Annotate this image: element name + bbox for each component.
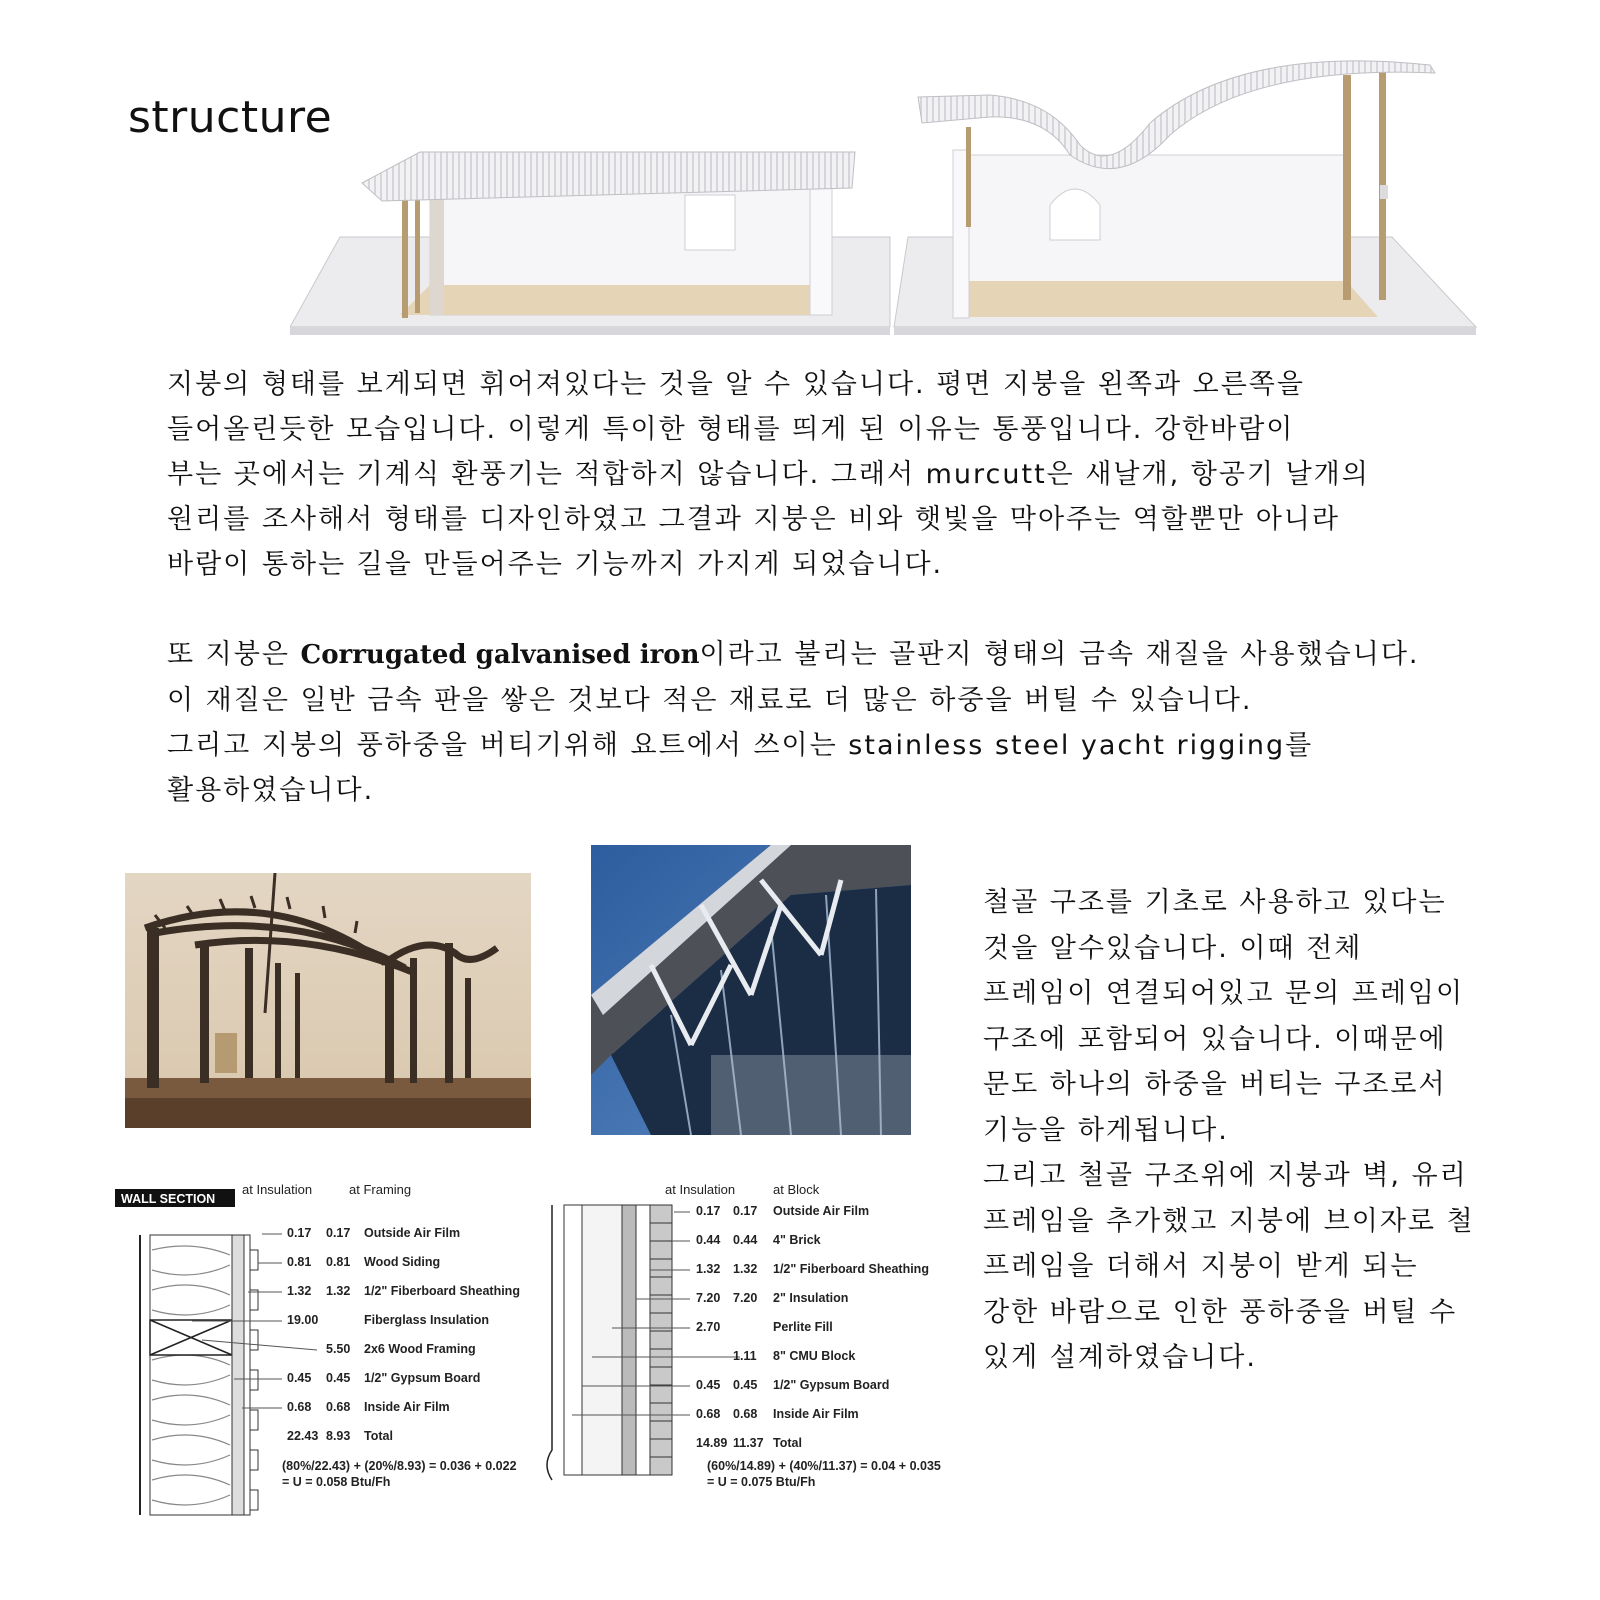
layer-label: Outside Air Film	[773, 1204, 870, 1218]
layer-label: Inside Air Film	[773, 1407, 859, 1421]
layer-label: 4" Brick	[773, 1233, 821, 1247]
r-value: 1.11	[733, 1349, 757, 1363]
r-value: 1.32	[326, 1284, 351, 1298]
r-value: 0.68	[287, 1400, 312, 1414]
paragraph-line: 바람이 통하는 길을 만들어주는 기능까지 가지게 되었습니다.	[167, 549, 944, 580]
layer-label: 1/2" Gypsum Board	[773, 1378, 890, 1392]
structure-description	[983, 880, 1475, 1381]
layer-label: Fiberglass Insulation	[364, 1313, 490, 1327]
u-value-result: = U = 0.058 Btu/Fh	[282, 1475, 391, 1489]
layer-label: Perlite Fill	[773, 1320, 833, 1334]
material-paragraph	[167, 632, 1419, 813]
r-value: 1.32	[696, 1262, 721, 1276]
u-value-formula: (80%/22.43) + (20%/8.93) = 0.036 + 0.022	[282, 1459, 517, 1473]
paragraph-line: 구조에 포함되어 있습니다. 이때문에	[983, 1023, 1447, 1055]
u-value-result: = U = 0.075 Btu/Fh	[707, 1475, 816, 1489]
paragraph-line: 이 재질은 일반 금속 판을 쌓은 것보다 적은 재료로 더 많은 하중을 버틸 수 있습니다.	[167, 685, 1253, 716]
paragraph-line: 프레임을 추가했고 지붕에 브이자로 철	[983, 1205, 1475, 1237]
architectural-model-image	[290, 55, 1530, 345]
r-value: 0.81	[326, 1255, 351, 1269]
layer-label: Total	[364, 1429, 393, 1443]
r-value: 0.68	[326, 1400, 351, 1414]
paragraph-line: 원리를 조사해서 형태를 디자인하였고 그결과 지붕은 비와 햇빛을 막아주는 역할뿐만 아니라	[167, 504, 1340, 535]
r-value: 0.45	[733, 1378, 758, 1392]
paragraph-line: 프레임을 더해서 지붕이 받게 되는	[983, 1251, 1419, 1282]
layer-label: Outside Air Film	[364, 1226, 461, 1240]
r-value: 11.37	[733, 1436, 764, 1450]
r-value: 0.17	[326, 1226, 351, 1240]
paragraph-line: 기능을 하게됩니다.	[983, 1114, 1229, 1146]
paragraph-line: 그리고 철골 구조위에 지붕과 벽, 유리	[983, 1160, 1468, 1191]
layer-label: 1/2" Gypsum Board	[364, 1371, 481, 1385]
paragraph-line: 그리고 지붕의 풍하중을 버티기위해 요트에서 쓰이는 stainless steel yacht rigging를	[167, 730, 1314, 761]
layer-label: Inside Air Film	[364, 1400, 450, 1414]
layer-label: 2x6 Wood Framing	[364, 1342, 476, 1356]
paragraph-line: 철골 구조를 기초로 사용하고 있다는	[983, 887, 1447, 918]
r-value: 0.45	[287, 1371, 312, 1385]
r-value: 5.50	[326, 1342, 351, 1356]
paragraph-line: 문도 하나의 하중을 버티는 구조로서	[983, 1069, 1447, 1100]
r-value: 1.32	[287, 1284, 312, 1298]
r-value: 0.44	[733, 1233, 758, 1247]
paragraph-line: 활용하였습니다.	[167, 775, 375, 806]
r-value: 19.00	[287, 1313, 319, 1327]
line-suffix: 이라고 불리는 골판지 형태의 금속 재질을 사용했습니다.	[699, 639, 1420, 670]
column-header: at Insulation	[242, 1182, 313, 1197]
steel-frame-construction-photo	[125, 873, 531, 1128]
r-value: 14.89	[696, 1436, 728, 1450]
paragraph-line: 있게 설계하였습니다.	[983, 1342, 1257, 1373]
r-value: 1.32	[733, 1262, 758, 1276]
layer-label: Wood Siding	[364, 1255, 441, 1269]
r-value: 7.20	[733, 1291, 758, 1305]
paragraph-line: 들어올린듯한 모습입니다. 이렇게 특이한 형태를 띄게 된 이유는 통풍입니다. 강한바람이	[167, 414, 1295, 445]
layer-label: Total	[773, 1436, 802, 1450]
paragraph-line	[167, 632, 1419, 678]
layer-label: 1/2" Fiberboard Sheathing	[364, 1284, 520, 1298]
column-header: at Insulation	[665, 1182, 736, 1197]
wall-section-badge-text: WALL SECTION	[121, 1192, 216, 1206]
paragraph-line: 프레임이 연결되어있고 문의 프레임이	[983, 978, 1465, 1009]
r-value: 0.45	[696, 1378, 721, 1392]
line-prefix: 또 지붕은	[167, 639, 301, 670]
page-title: structure	[128, 92, 333, 143]
r-value: 0.68	[733, 1407, 758, 1421]
building-facade-photo	[591, 845, 911, 1135]
r-value: 0.44	[696, 1233, 721, 1247]
r-value: 22.43	[287, 1429, 319, 1443]
r-value: 8.93	[326, 1429, 351, 1443]
paragraph-line: 부는 곳에서는 기계식 환풍기는 적합하지 않습니다. 그래서 murcutt은 새날개, 항공기 날개의	[167, 459, 1370, 490]
intro-paragraph	[167, 362, 1370, 587]
r-value: 7.20	[696, 1291, 721, 1305]
material-name: Corrugated galvanised iron	[300, 640, 700, 670]
r-value: 0.17	[287, 1226, 312, 1240]
layer-label: 8" CMU Block	[773, 1349, 856, 1363]
paragraph-line: 것을 알수있습니다. 이때 전체	[983, 932, 1363, 964]
column-header: at Block	[773, 1182, 820, 1197]
r-value: 0.68	[696, 1407, 721, 1421]
column-header: at Framing	[349, 1182, 412, 1197]
r-value: 2.70	[696, 1320, 721, 1334]
r-value: 0.17	[696, 1204, 721, 1218]
paragraph-line: 강한 바람으로 인한 풍하중을 버틸 수	[983, 1296, 1458, 1328]
r-value: 0.81	[287, 1255, 312, 1269]
r-value: 0.17	[733, 1204, 758, 1218]
layer-label: 1/2" Fiberboard Sheathing	[773, 1262, 929, 1276]
layer-label: 2" Insulation	[773, 1291, 849, 1305]
u-value-formula: (60%/14.89) + (40%/11.37) = 0.04 + 0.035	[707, 1459, 941, 1473]
r-value: 0.45	[326, 1371, 351, 1385]
paragraph-line: 지붕의 형태를 보게되면 휘어져있다는 것을 알 수 있습니다. 평면 지붕을 왼쪽과 오른쪽을	[167, 369, 1305, 400]
